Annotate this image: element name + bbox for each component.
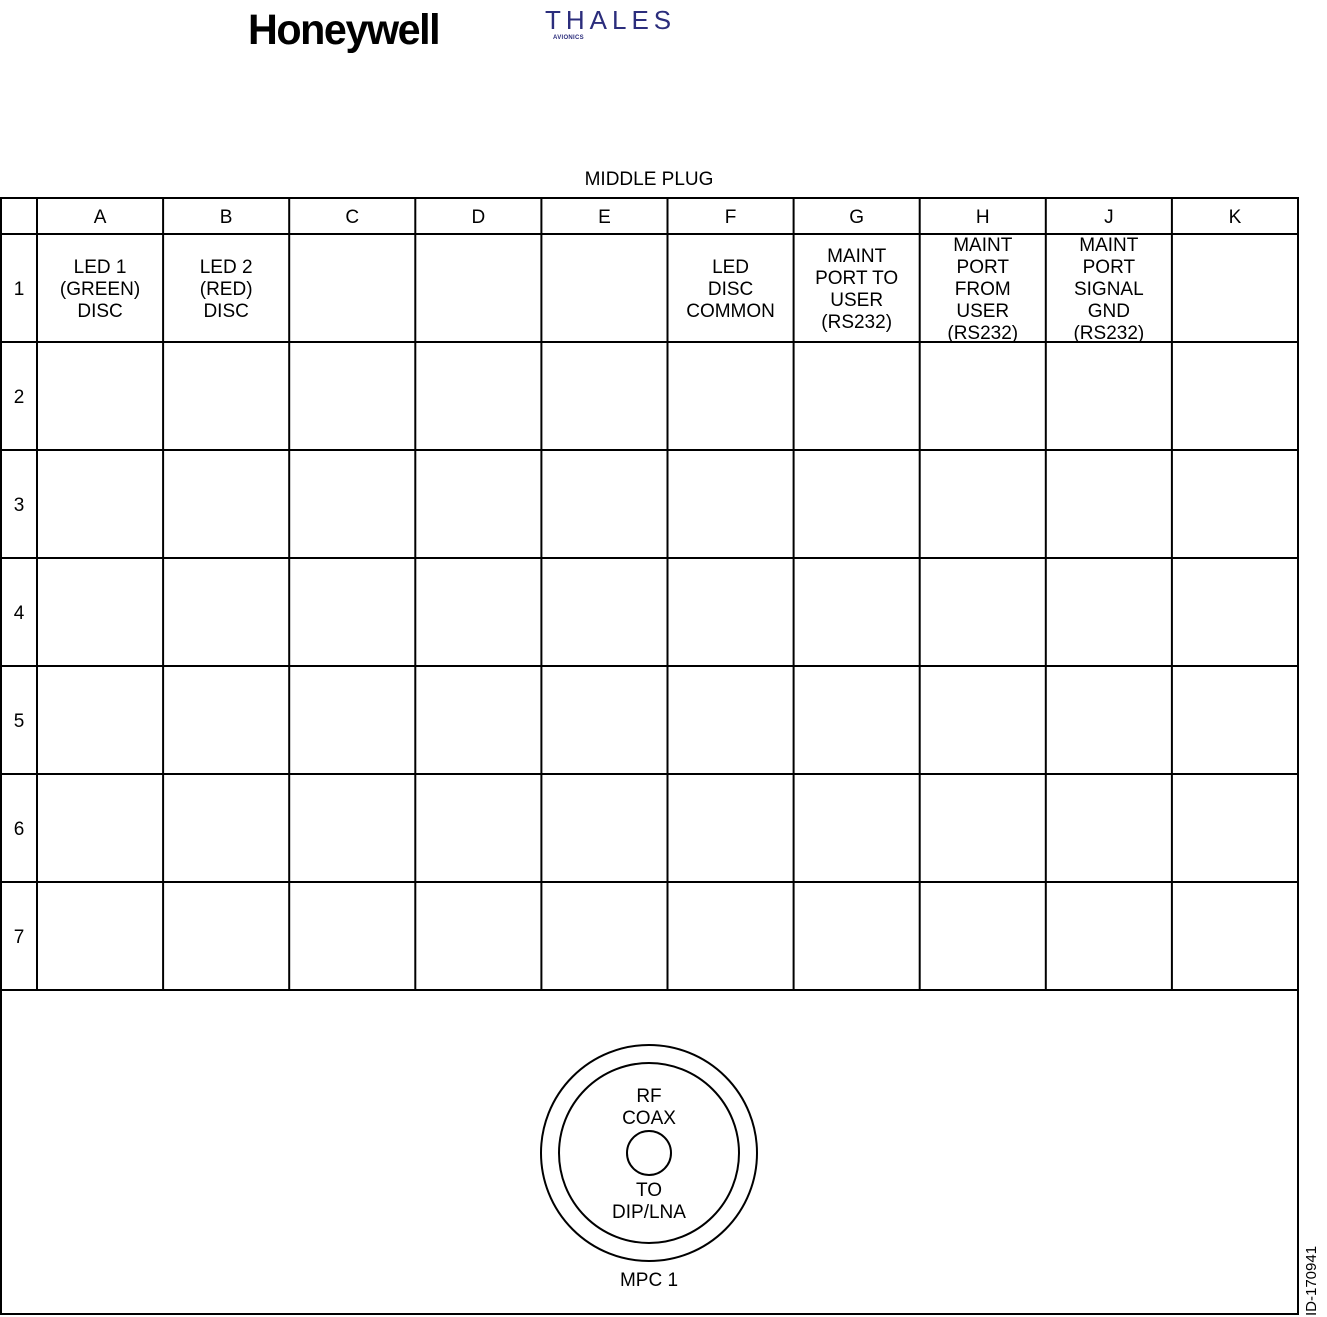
diagram-frame bbox=[1, 198, 1298, 1314]
pin-label-b1: (RED) bbox=[199, 279, 253, 300]
row-header-4: 4 bbox=[13, 603, 25, 624]
row-header-2: 2 bbox=[13, 387, 25, 408]
pin-label-j1: PORT bbox=[1082, 257, 1136, 278]
row-headers bbox=[14, 279, 25, 948]
column-header-h: H bbox=[975, 207, 990, 228]
document-id: ID-170941 bbox=[1303, 1245, 1320, 1316]
pin-label-j1: (RS232) bbox=[1073, 323, 1145, 344]
thales-logo-subtitle: AVIONICS bbox=[553, 35, 584, 41]
column-header-a: A bbox=[93, 207, 107, 228]
pin-label-h1: USER bbox=[956, 301, 1010, 322]
pin-label-a1: LED 1 bbox=[73, 257, 127, 278]
pin-label-h1: PORT bbox=[956, 257, 1009, 278]
pin-label-f1: COMMON bbox=[686, 301, 775, 322]
row-header-5: 5 bbox=[13, 711, 25, 732]
column-header-c: C bbox=[345, 207, 360, 228]
pin-label-b1: LED 2 bbox=[199, 257, 253, 278]
coax-label-line: TO bbox=[635, 1180, 663, 1201]
column-header-b: B bbox=[219, 207, 233, 228]
row-header-6: 6 bbox=[13, 819, 25, 840]
pin-label-j1: GND bbox=[1087, 301, 1130, 322]
pin-label-g1: MAINT bbox=[827, 246, 887, 267]
coax-outer-ring bbox=[541, 1045, 757, 1261]
row-header-1: 1 bbox=[13, 279, 25, 300]
column-header-g: G bbox=[849, 207, 865, 228]
honeywell-logo: Honeywell bbox=[248, 6, 440, 54]
column-header-f: F bbox=[724, 207, 737, 228]
coax-label-line: DIP/LNA bbox=[612, 1202, 686, 1223]
coax-label-line: COAX bbox=[622, 1108, 676, 1129]
pin-label-f1: DISC bbox=[707, 279, 754, 300]
pin-label-f1: LED bbox=[712, 257, 750, 278]
coax-label-line: RF bbox=[636, 1086, 662, 1107]
rf-coax-connector bbox=[541, 1045, 757, 1291]
pin-label-b1: DISC bbox=[203, 301, 249, 322]
coax-name: MPC 1 bbox=[619, 1270, 679, 1291]
pin-grid bbox=[1, 198, 1298, 1314]
pin-labels bbox=[60, 235, 1144, 344]
pin-label-h1: FROM bbox=[954, 279, 1011, 300]
column-header-k: K bbox=[1228, 207, 1242, 228]
pin-label-j1: MAINT bbox=[1079, 235, 1139, 256]
column-header-j: J bbox=[1104, 207, 1114, 228]
coax-center-pin bbox=[627, 1131, 671, 1175]
plug-title: MIDDLE PLUG bbox=[584, 169, 714, 190]
column-header-d: D bbox=[471, 207, 486, 228]
pin-label-a1: (GREEN) bbox=[59, 279, 141, 300]
row-header-7: 7 bbox=[13, 927, 25, 948]
row-header-3: 3 bbox=[13, 495, 25, 516]
pin-label-j1: SIGNAL bbox=[1073, 279, 1144, 300]
pin-label-a1: DISC bbox=[77, 301, 123, 322]
thales-logo-wordmark: THALES bbox=[545, 5, 677, 35]
column-header-e: E bbox=[598, 207, 611, 228]
pin-label-g1: (RS232) bbox=[821, 312, 893, 333]
pin-label-g1: USER bbox=[830, 290, 884, 311]
pin-label-h1: MAINT bbox=[953, 235, 1013, 256]
pin-label-g1: PORT TO bbox=[815, 268, 899, 289]
pin-label-h1: (RS232) bbox=[947, 323, 1019, 344]
